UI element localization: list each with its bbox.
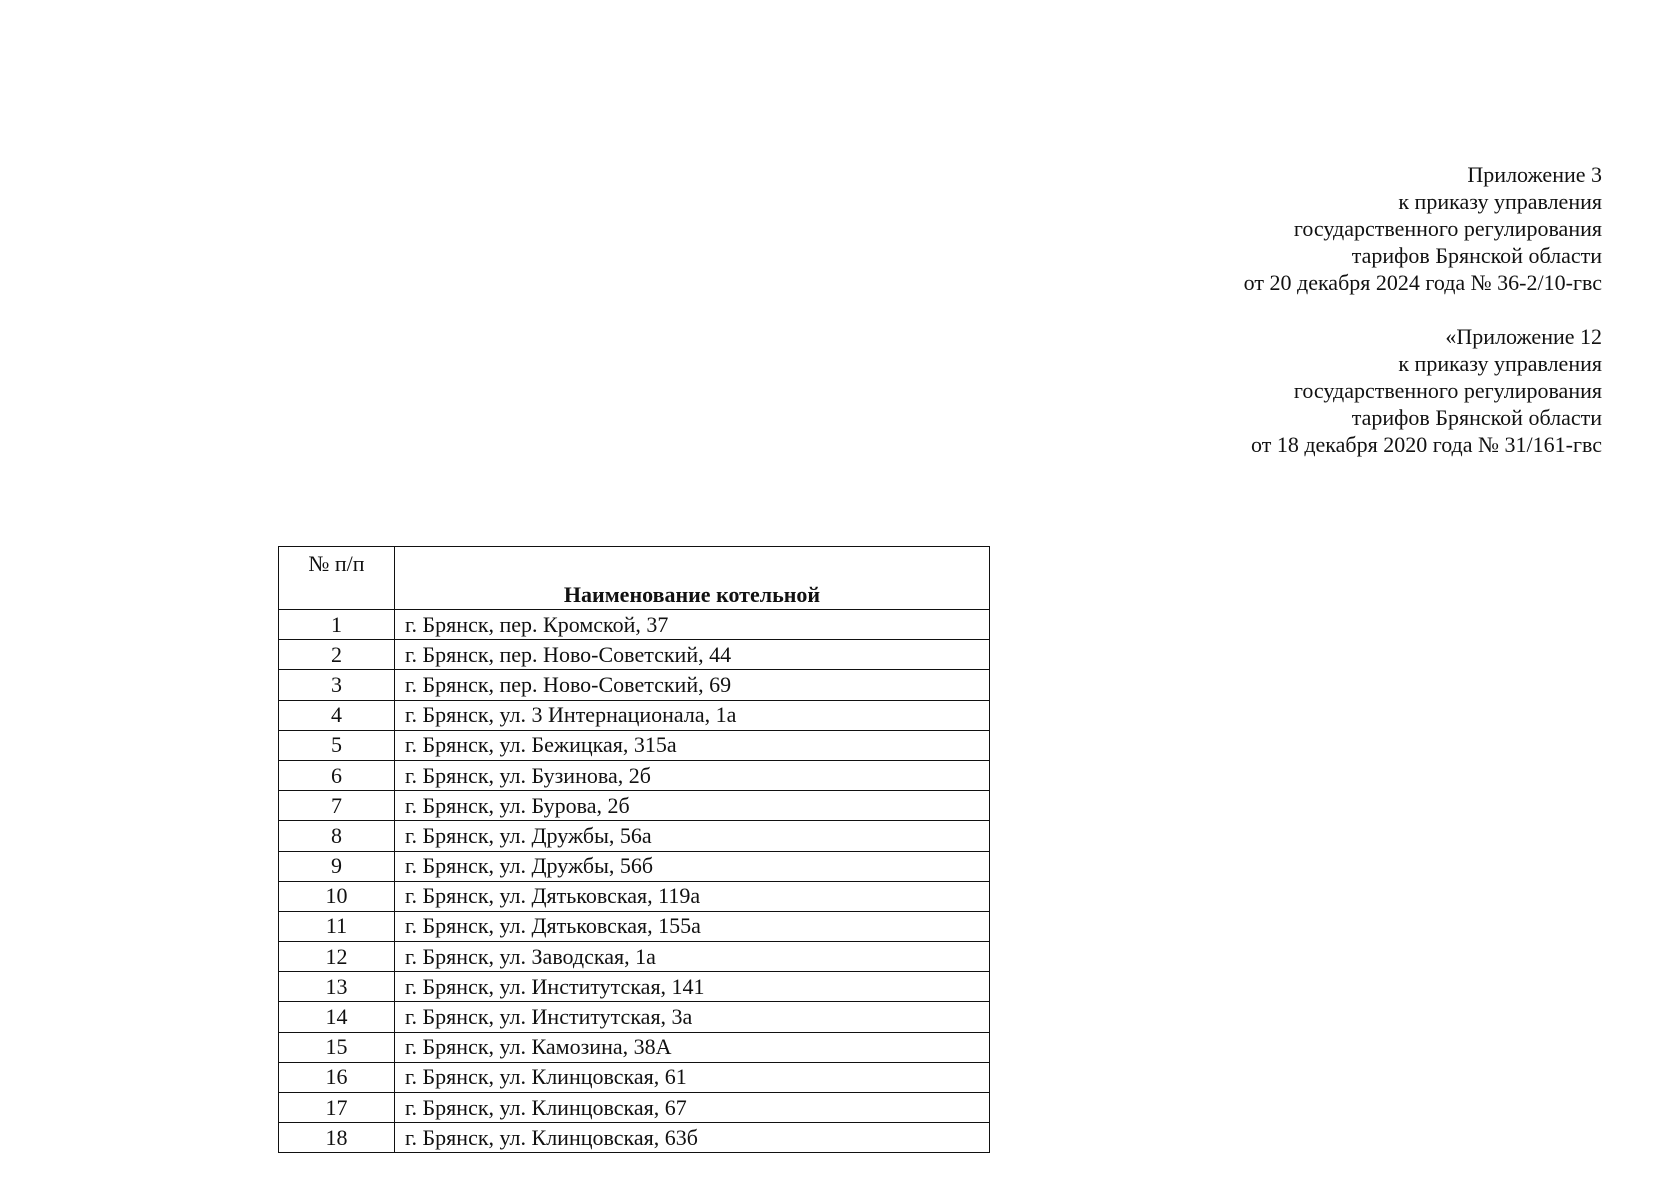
row-number: 15 <box>279 1032 395 1062</box>
row-number: 8 <box>279 821 395 851</box>
boiler-name: г. Брянск, ул. Бурова, 2б <box>395 791 990 821</box>
boiler-name: г. Брянск, ул. Заводская, 1а <box>395 942 990 972</box>
table-row <box>279 610 990 640</box>
boiler-name: г. Брянск, ул. Институтская, 3а <box>395 1002 990 1032</box>
boiler-name: г. Брянск, ул. Клинцовская, 67 <box>395 1093 990 1123</box>
row-number: 14 <box>279 1002 395 1032</box>
original-appendix-header <box>1251 323 1602 458</box>
table-header-row <box>279 547 990 610</box>
column-header-name: Наименование котельной <box>395 547 990 610</box>
boiler-name: г. Брянск, ул. Бежицкая, 315а <box>395 730 990 760</box>
boiler-name: г. Брянск, ул. Дятьковская, 119а <box>395 881 990 911</box>
table-row <box>279 821 990 851</box>
row-number: 11 <box>279 911 395 941</box>
table-row <box>279 1062 990 1092</box>
appendix-line: государственного регулирования <box>1293 216 1602 241</box>
original-appendix-line: государственного регулирования <box>1293 378 1602 403</box>
row-number: 6 <box>279 760 395 790</box>
row-number: 1 <box>279 610 395 640</box>
table-row <box>279 700 990 730</box>
row-number: 16 <box>279 1062 395 1092</box>
table-row <box>279 791 990 821</box>
boiler-name: г. Брянск, ул. Клинцовская, 61 <box>395 1062 990 1092</box>
table-row <box>279 760 990 790</box>
table-row <box>279 911 990 941</box>
boiler-name: г. Брянск, ул. Дружбы, 56а <box>395 821 990 851</box>
boiler-name: г. Брянск, пер. Кромской, 37 <box>395 610 990 640</box>
boiler-name: г. Брянск, ул. Клинцовская, 63б <box>395 1123 990 1153</box>
boiler-name: г. Брянск, ул. Бузинова, 2б <box>395 760 990 790</box>
row-number: 12 <box>279 942 395 972</box>
row-number: 18 <box>279 1123 395 1153</box>
appendix-title: Приложение 3 <box>1467 162 1602 187</box>
column-header-number: № п/п <box>279 547 395 610</box>
table-row <box>279 972 990 1002</box>
boiler-name: г. Брянск, ул. Дятьковская, 155а <box>395 911 990 941</box>
row-number: 17 <box>279 1093 395 1123</box>
boiler-name: г. Брянск, пер. Ново-Советский, 44 <box>395 640 990 670</box>
table-row <box>279 881 990 911</box>
original-appendix-line: тарифов Брянской области <box>1351 405 1602 430</box>
table-row <box>279 1032 990 1062</box>
table-row <box>279 1093 990 1123</box>
row-number: 3 <box>279 670 395 700</box>
appendix-line: тарифов Брянской области <box>1351 243 1602 268</box>
table-row <box>279 730 990 760</box>
row-number: 2 <box>279 640 395 670</box>
boiler-table <box>278 546 990 1153</box>
boiler-table-container <box>278 546 990 1153</box>
row-number: 7 <box>279 791 395 821</box>
appendix-line: к приказу управления <box>1398 189 1602 214</box>
row-number: 9 <box>279 851 395 881</box>
appendix-header <box>1244 161 1602 296</box>
boiler-name: г. Брянск, ул. Институтская, 141 <box>395 972 990 1002</box>
original-appendix-title: «Приложение 12 <box>1445 324 1602 349</box>
row-number: 4 <box>279 700 395 730</box>
original-appendix-order-date: от 18 декабря 2020 года № 31/161-гвс <box>1251 432 1602 457</box>
boiler-name: г. Брянск, ул. 3 Интернационала, 1а <box>395 700 990 730</box>
boiler-name: г. Брянск, ул. Камозина, 38А <box>395 1032 990 1062</box>
appendix-order-date: от 20 декабря 2024 года № 36-2/10-гвс <box>1243 270 1602 295</box>
table-row <box>279 851 990 881</box>
table-row <box>279 942 990 972</box>
row-number: 5 <box>279 730 395 760</box>
boiler-name: г. Брянск, пер. Ново-Советский, 69 <box>395 670 990 700</box>
table-row <box>279 670 990 700</box>
table-body <box>279 610 990 1153</box>
table-row <box>279 1002 990 1032</box>
table-row <box>279 640 990 670</box>
row-number: 10 <box>279 881 395 911</box>
original-appendix-line: к приказу управления <box>1398 351 1602 376</box>
boiler-name: г. Брянск, ул. Дружбы, 56б <box>395 851 990 881</box>
table-row <box>279 1123 990 1153</box>
row-number: 13 <box>279 972 395 1002</box>
